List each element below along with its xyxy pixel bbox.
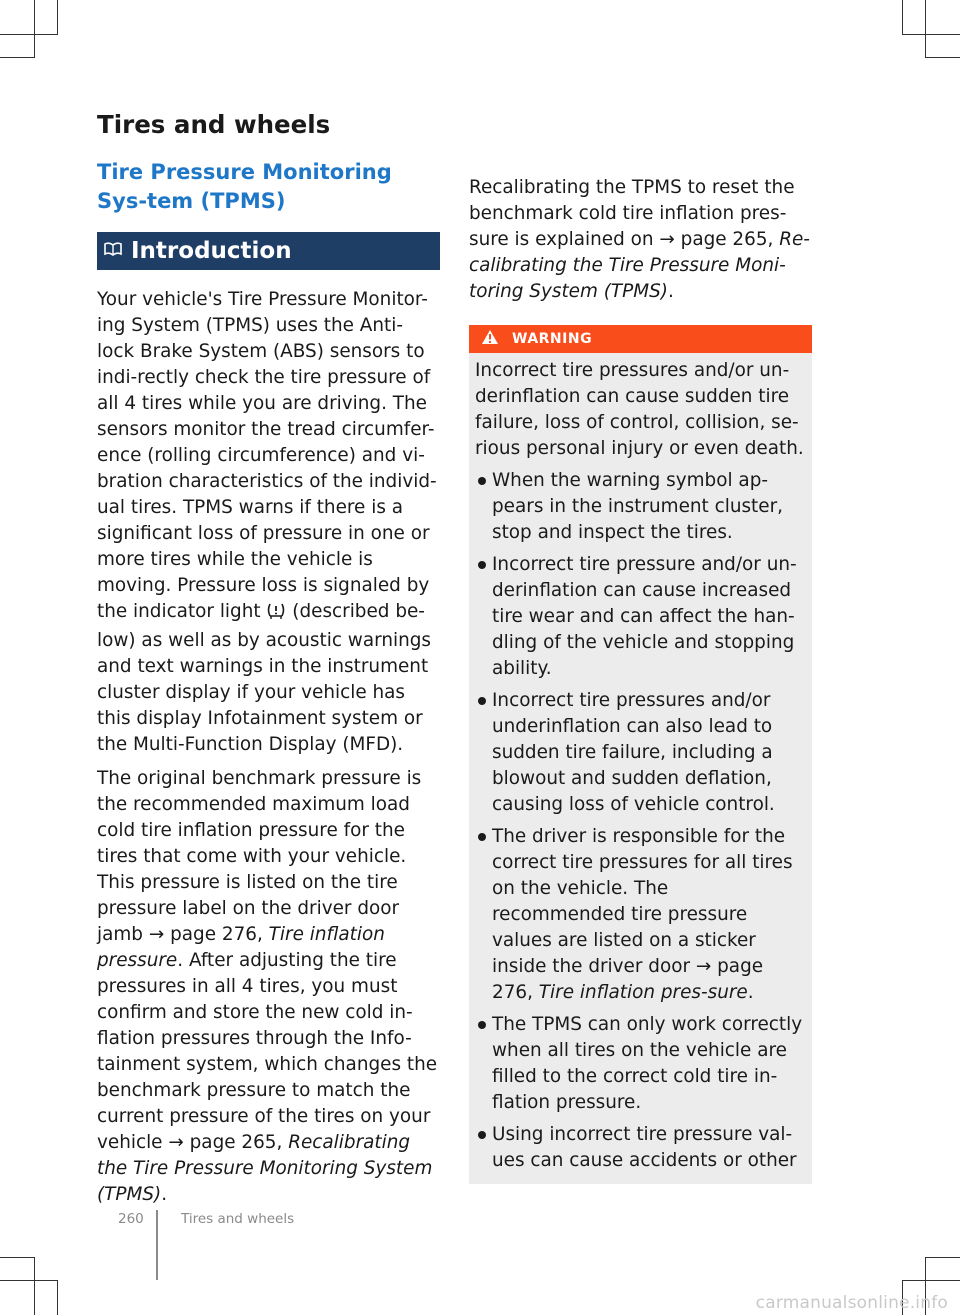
watermark: carmanualsonline.info <box>755 1293 948 1313</box>
page-reference[interactable]: page 276, <box>164 924 269 945</box>
crop-mark <box>0 57 35 58</box>
page-reference[interactable]: page 265, <box>183 1132 289 1153</box>
arrow-right-icon: → <box>659 229 675 250</box>
warning-header <box>469 325 812 353</box>
page-number: 260 <box>118 1211 144 1227</box>
warning-box <box>469 325 812 1184</box>
warning-item: Using incorrect tire pressure val-ues can cause accidents or other <box>475 1122 806 1174</box>
page-reference[interactable]: page 276, <box>492 956 764 1003</box>
reference-title[interactable]: Recalibrating the Tire Pressure Monitoring System (TPMS) <box>97 1132 433 1205</box>
warning-label: WARNING <box>512 331 593 347</box>
crop-mark <box>902 34 960 35</box>
reference-title[interactable]: Tire inflation pressure <box>97 924 385 971</box>
warning-item: Incorrect tire pressures and/or underinflation can also lead to sudden tire failure, including a blowout and sudden deflation, causing loss of vehicle control. <box>475 688 806 818</box>
warning-item: Incorrect tire pressure and/or un-derinflation can cause increased tire wear and can affect the han-dling of the vehicle and stopping ability. <box>475 552 806 682</box>
right-column <box>469 108 812 1184</box>
subsection-heading: Tire Pressure Monitoring Sys-tem (TPMS) <box>97 160 392 213</box>
crop-mark <box>925 1257 960 1258</box>
warning-item: The TPMS can only work correctly when all tires on the vehicle are filled to the correct cold tire in-flation pressure. <box>475 1012 806 1116</box>
section-heading: Tires and wheels <box>97 110 331 139</box>
crop-mark <box>902 1280 960 1281</box>
book-icon <box>103 241 131 261</box>
introduction-title: Introduction <box>131 238 292 264</box>
intro-paragraph-2: The original benchmark pressure is the recommended maximum load cold tire inflation pressure for the tires that come with your vehicle. This pressure is listed on the tire pressure label on the driver door jamb → page 276, Tire inflation pressure. After adjusting the tire pressures in all 4 tires, you must confirm and store the new cold in-flation pressures through the Info-tainment system, which changes the benchmark pressure to match the current pressure of the tires on your vehicle → page 265, Recalibrating the Tire Pressure Monitoring System (TPMS). <box>97 768 438 1205</box>
warning-list <box>475 468 806 1174</box>
crop-mark <box>57 1280 58 1315</box>
left-column <box>97 108 440 1208</box>
arrow-right-icon: → <box>168 1132 184 1153</box>
crop-mark <box>925 57 960 58</box>
introduction-bar <box>97 232 440 270</box>
reference-title[interactable]: Tire inflation pres-sure <box>538 982 748 1003</box>
crop-mark <box>34 0 35 58</box>
warning-item: The driver is responsible for the correct tire pressures for all tires on the vehicle. The recommended tire pressure values are listed on a sticker inside the driver door → page 276, Tire inflation pres-sure. <box>475 824 806 1006</box>
crop-mark <box>0 34 58 35</box>
page-reference[interactable]: page 265, <box>674 229 780 250</box>
reference-title[interactable]: Re-calibrating the Tire Pressure Moni-toring System (TPMS) <box>469 229 810 302</box>
recalibration-paragraph: Recalibrating the TPMS to reset the benchmark cold tire inflation pres-sure is explained on → page 265, Re-calibrating the Tire Pressure Moni-toring System (TPMS). <box>469 177 810 302</box>
warning-triangle-icon <box>481 329 512 349</box>
crop-mark <box>0 1257 35 1258</box>
warning-intro: Incorrect tire pressures and/or un-derinflation can cause sudden tire failure, loss of control, collision, se-rious personal injury or even death. <box>475 360 804 459</box>
warning-item: When the warning symbol ap-pears in the instrument cluster, stop and inspect the tires. <box>475 468 806 546</box>
arrow-right-icon: → <box>148 924 165 945</box>
tire-pressure-warning-icon <box>266 602 286 628</box>
footer-divider <box>156 1210 158 1280</box>
crop-mark <box>0 1280 58 1281</box>
crop-mark <box>925 0 926 58</box>
crop-mark <box>902 0 903 35</box>
crop-mark <box>34 1257 35 1315</box>
footer-section-title: Tires and wheels <box>181 1211 295 1227</box>
intro-paragraph-1: Your vehicle's Tire Pressure Monitor-ing System (TPMS) uses the Anti-lock Brake System (ABS) sensors to indi-rectly check the tire pressure of all 4 tires while you are driving. The sensors monitor the tread circumfer-ence (rolling circumference) and vi-bration characteristics of the individ-ual tires. TPMS warns if there is a significant loss of pressure in one or more tires while the vehicle is moving. Pressure loss is signaled by the indicator light (described be-low) as well as by acoustic warnings and text warnings in the instrument cluster display if your vehicle has this display Infotainment system or the Multi-Function Display (MFD). <box>97 289 437 755</box>
crop-mark <box>57 0 58 35</box>
arrow-right-icon: → <box>695 956 712 977</box>
warning-body <box>469 353 812 1174</box>
